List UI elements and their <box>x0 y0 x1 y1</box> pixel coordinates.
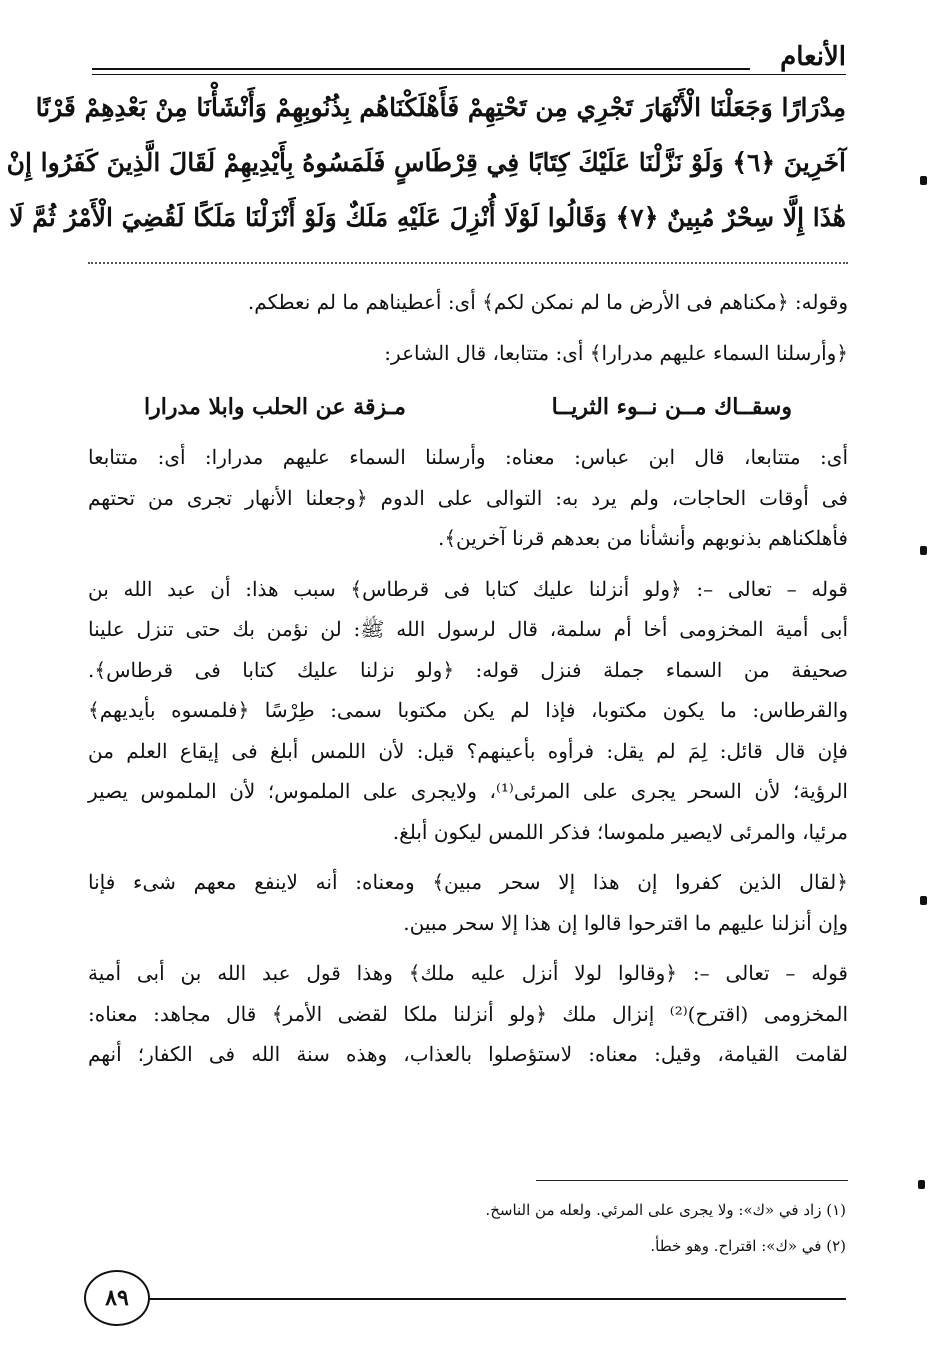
text-line: فى أوقات الحاجات، ولم يرد به: التوالى على الدوم ﴿وجعلنا الأنهار تجرى من تحتهم <box>88 485 848 510</box>
text-line: ﴿لقال الذين كفروا إن هذا إلا سحر مبين﴾ ومعناه: أنه لاينفع معهم شىء فإنا <box>88 870 848 894</box>
poetry-hemistich-first: وسقــاك مــن نــوء الثريــا <box>551 394 792 420</box>
text-line: فإن قال قائل: لِمَ لم يقل: فرأوه بأعينهم؟ قيل: لأن اللمس أبلغ فى إيقاع العلم من <box>88 738 848 763</box>
text-line: أى: متتابعا، قال ابن عباس: معناه: وأرسلنا السماء عليهم مدرارا: أى: متتابعا <box>88 445 848 469</box>
text-line: قوله – تعالى –: ﴿وقالوا لولا أنزل عليه ملك﴾ وهذا قول عبد الله بن أبى أمية <box>88 961 848 985</box>
commentary-text <box>88 282 848 1085</box>
text-line: صحيفة من السماء جملة فنزل قوله: ﴿ولو نزلنا عليك كتابا فى قرطاس﴾. <box>88 657 848 682</box>
footnote-separator <box>536 1180 848 1181</box>
text-line: أبى أمية المخزومى أخا أم سلمة، قال لرسول الله ﷺ: لن نؤمن بك حتى تنزل علينا <box>88 617 848 641</box>
footnote: (١) زاد في «ك»: ولا يجرى على المرئي. ولعله من الناسخ. <box>485 1201 846 1219</box>
poetry-verse <box>88 383 848 431</box>
quran-line: مِدْرَارًا وَجَعَلْنَا الْأَنْهَارَ تَجْرِي مِن تَحْتِهِمْ فَأَهْلَكْنَاهُم بِذُنُوبِهِمْ وَأَنْشَأْنَا مِنْ بَعْدِهِمْ قَرْنًا <box>35 93 846 122</box>
surah-title: الأنعام <box>780 42 846 72</box>
poetry-hemistich-second: مـزقة عن الحلب وابلا مدرارا <box>144 394 406 420</box>
text-line: وإن أنزلنا عليهم ما اقترحوا قالوا إن هذا إلا سحر مبين. <box>403 910 848 935</box>
text-line: الرؤية؛ لأن السحر يجرى على المرئى⁽¹⁾، ولايجرى على الملموس؛ لأن الملموس يصير <box>88 779 848 803</box>
paragraph <box>88 569 848 853</box>
margin-mark <box>920 176 927 185</box>
margin-mark <box>920 546 927 555</box>
text-line: ﴿وأرسلنا السماء عليهم مدرارا﴾ أى: متتابعا، قال الشاعر: <box>384 340 848 365</box>
quran-line: آخَرِينَ ﴿٦﴾ وَلَوْ نَزَّلْنَا عَلَيْكَ كِتَابًا فِي قِرْطَاسٍ فَلَمَسُوهُ بِأَيْدِيهِمْ لَقَالَ الَّذِينَ كَفَرُوا إِنْ <box>6 148 846 177</box>
paragraph <box>88 437 848 559</box>
margin-mark <box>920 896 927 905</box>
page-header <box>92 40 846 76</box>
text-line: فأهلكناهم بذنوبهم وأنشأنا من بعدهم قرنا آخرين﴾. <box>437 526 848 550</box>
paragraph <box>88 953 848 1075</box>
header-rule <box>92 68 750 70</box>
page-number: ٨٩ <box>84 1270 150 1326</box>
footer-rule <box>144 1298 846 1300</box>
quran-verses <box>6 80 846 245</box>
text-line: مرئيا، والمرئى لايصير ملموسا؛ فذكر اللمس ليكون أبلغ. <box>392 819 848 844</box>
footnote: (٢) في «ك»: اقتراح. وهو خطأ. <box>650 1237 846 1255</box>
margin-mark <box>918 1180 925 1189</box>
quran-line: هَٰذَا إِلَّا سِحْرٌ مُبِينٌ ﴿٧﴾ وَقَالُوا لَوْلَا أُنْزِلَ عَلَيْهِ مَلَكٌ وَلَوْ أَنْزَلْنَا مَلَكًا لَقُضِيَ الْأَمْرُ ثُمَّ لَا <box>9 203 846 232</box>
verse-separator <box>88 262 848 264</box>
text-line: وقوله: ﴿مكناهم فى الأرض ما لم نمكن لكم﴾ أى: أعطيناهم ما لم نعطكم. <box>247 290 848 314</box>
header-rule-thin <box>92 74 846 75</box>
paragraph <box>88 282 848 323</box>
paragraph <box>88 862 848 943</box>
paragraph <box>88 333 848 374</box>
text-line: قوله – تعالى –: ﴿ولو أنزلنا عليك كتابا فى قرطاس﴾ سبب هذا: أن عبد الله بن <box>88 576 848 601</box>
text-line: والقرطاس: ما يكون مكتوبا، فإذا لم يكن مكتوبا سمى: طِرْسًا ﴿فلمسوه بأيديهم﴾ <box>88 698 848 722</box>
text-line: المخزومى (اقترح)⁽²⁾ إنزال ملك ﴿ولو أنزلنا ملكا لقضى الأمر﴾ قال مجاهد: معناه: <box>88 1001 849 1026</box>
page-footer <box>84 1270 846 1326</box>
text-line: لقامت القيامة، وقيل: معناه: لاستؤصلوا بالعذاب، وهذه سنة الله فى الكفار؛ أنهم <box>88 1042 848 1066</box>
footnotes <box>92 1192 846 1264</box>
